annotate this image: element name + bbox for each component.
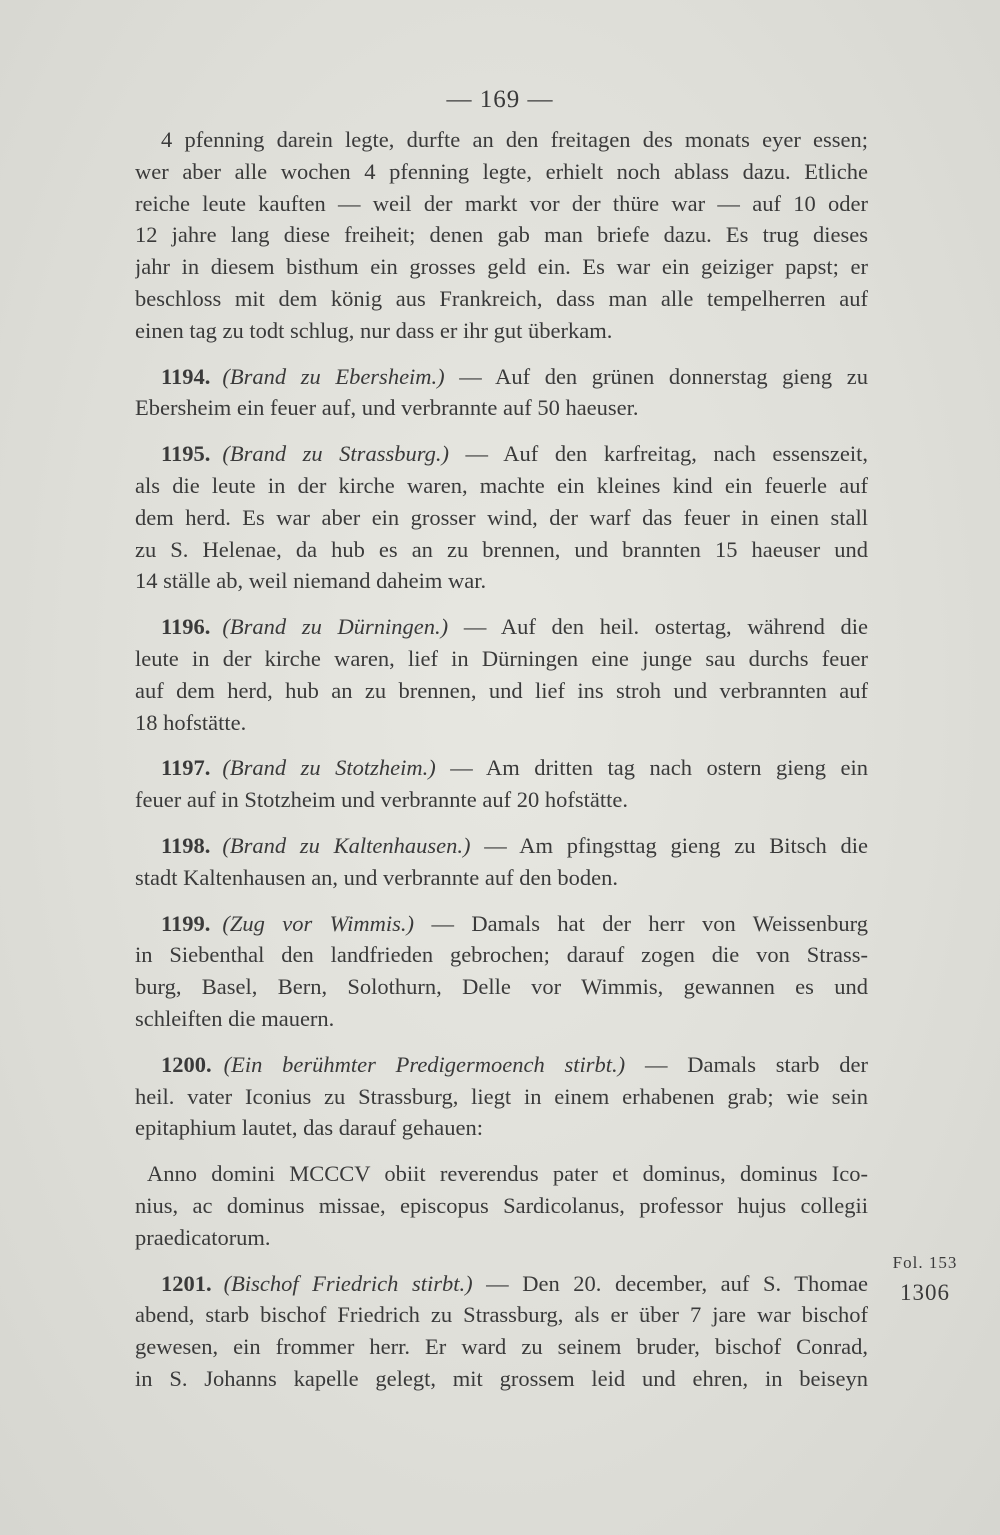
text-line: in Siebenthal den landfrieden gebrochen; darauf zogen die von Strass- [135,942,868,968]
entry-number: 1194. [161,363,211,389]
chronicle-entry [135,438,868,597]
text-line: abend, starb bischof Friedrich zu Strassburg, als er über 7 jare war bischof [135,1302,868,1328]
margin-folio-note: Fol. 153 [892,1253,958,1272]
text-line: leute in der kirche waren, lief in Dürningen eine junge sau durchs feuer [135,645,868,671]
text-line [135,1049,868,1081]
chronicle-entry [135,752,868,816]
text-line: burg, Basel, Bern, Solothurn, Delle vor Wimmis, gewannen es und [135,974,868,1000]
chronicle-entry [135,611,868,738]
text-line: schleiften die mauern. [135,1005,335,1031]
entry-text: — Auf den heil. ostertag, während die [463,614,868,640]
text-line: jahr in diesem bisthum ein grosses geld ein. Es war ein geiziger papst; er [135,254,868,280]
entry-number: 1201. [161,1270,212,1296]
entry-title: (Zug vor Wimmis.) [222,910,415,936]
text-line: einen tag zu todt schlug, nur dass er ihr gut überkam. [135,317,613,343]
text-line: dem herd. Es war aber ein grosser wind, der warf das feuer in einen stall [135,504,868,530]
text-line [135,830,868,862]
entry-text: — Am dritten tag nach ostern gieng ein [450,755,868,781]
chronicle-entry [135,830,868,894]
text-line: zu S. Helenae, da hub es an zu brennen, und brannten 15 haeuser und [135,536,868,562]
text-line: 4 pfenning darein legte, durfte an den freitagen des monats eyer essen; [161,127,868,152]
page-number: — 169 — [446,86,554,113]
text-line: stadt Kaltenhausen an, und verbrannte auf den boden. [135,864,618,890]
entry-title: (Brand zu Kaltenhausen.) [222,832,471,858]
entry-title: (Brand zu Dürningen.) [222,614,449,640]
chronicle-entry [135,361,868,425]
text-body [135,124,868,1409]
text-line [135,908,868,940]
entry-text: — Damals starb der [644,1051,868,1077]
entry-title: (Brand zu Stotzheim.) [222,755,436,781]
text-line: praedicatorum. [135,1224,271,1250]
text-line: nius, ac dominus missae, episcopus Sardicolanus, professor hujus collegii [135,1192,868,1218]
entry-number: 1198. [161,832,211,858]
text-line: 18 hofstätte. [135,709,247,735]
text-line: epitaphium lautet, das darauf gehauen: [135,1115,483,1141]
chronicle-entry [135,1268,868,1395]
text-line: als die leute in der kirche waren, machte ein kleines kind ein feuerle auf [135,472,868,498]
chronicle-entry [135,908,868,1035]
text-line: Anno domini MCCCV obiit reverendus pater et dominus, dominus Ico- [147,1161,868,1187]
text-line: feuer auf in Stotzheim und verbrannte auf 20 hofstätte. [135,787,628,813]
text-line: Ebersheim ein feuer auf, und verbrannte auf 50 haeuser. [135,395,639,421]
entry-title: (Brand zu Ebersheim.) [222,363,445,389]
text-line: 12 jahre lang diese freiheit; denen gab man briefe dazu. Es trug dieses [135,222,868,248]
paragraph [135,124,868,347]
entry-text: — Damals hat der herr von Weissenburg [431,910,868,936]
entry-number: 1195. [161,441,211,467]
text-line: beschloss mit dem könig aus Frankreich, dass man alle tempelherren auf [135,285,868,311]
entry-text: — Am pfingsttag gieng zu Bitsch die [484,832,868,858]
entry-number: 1199. [161,910,211,936]
text-line [135,611,868,643]
entry-text: — Auf den karfreitag, nach essenszeit, [465,441,868,467]
entry-number: 1197. [161,755,211,781]
chronicle-entry [135,1049,868,1144]
entry-text: — Den 20. december, auf S. Thomae [486,1270,868,1296]
entry-number: 1200. [161,1051,212,1077]
entry-title: (Brand zu Strassburg.) [222,441,449,467]
text-line: gewesen, ein frommer herr. Er ward zu seinem bruder, bischof Conrad, [135,1334,868,1360]
entry-text: — Auf den grünen donnerstag gieng zu [459,363,868,389]
text-line: in S. Johanns kapelle gelegt, mit grossem leid und ehren, in beiseyn [135,1365,868,1391]
text-line: wer aber alle wochen 4 pfenning legte, erhielt noch ablass dazu. Etliche [135,158,868,184]
epitaph-inscription [135,1158,868,1253]
text-line [135,438,868,470]
margin-year-note: 1306 [900,1280,950,1305]
entry-title: (Ein berühmter Predigermoench stirbt.) [223,1051,626,1077]
text-line: reiche leute kauften — weil der markt vor der thüre war — auf 10 oder [135,190,868,216]
entry-number: 1196. [161,614,211,640]
text-line: auf dem herd, hub an zu brennen, und lief ins stroh und verbrannten auf [135,677,868,703]
text-line: heil. vater Iconius zu Strassburg, liegt in einem erhabenen grab; wie sein [135,1083,868,1109]
text-line [135,752,868,784]
text-line [135,361,868,393]
text-line: 14 ställe ab, weil niemand daheim war. [135,568,487,594]
text-line [135,1268,868,1300]
entry-title: (Bischof Friedrich stirbt.) [223,1270,473,1296]
